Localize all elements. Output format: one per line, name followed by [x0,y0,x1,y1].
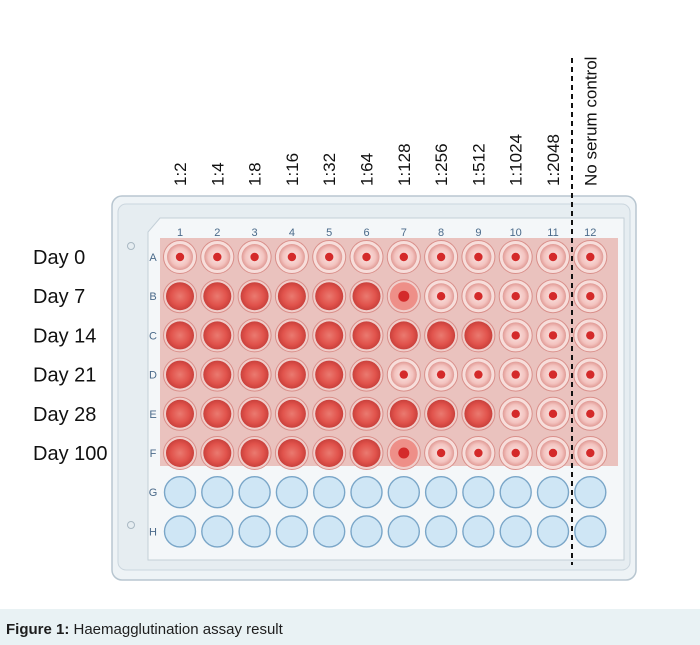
empty-well [351,516,382,547]
empty-well [426,516,457,547]
empty-well [500,477,531,508]
button-dot [362,253,370,261]
lattice-fill [166,282,194,310]
well-H6 [351,516,382,547]
dilution-label: 1:1024 [506,134,526,186]
lattice-fill [315,282,343,310]
well-F4 [275,437,308,470]
button-dot [549,370,557,378]
well-F8 [425,437,458,470]
caption-label: Figure 1: [6,621,70,638]
well-E1 [164,397,197,430]
well-D8 [425,358,458,391]
lattice-fill [278,282,306,310]
button-dot [474,292,482,300]
empty-well [314,477,345,508]
column-number: 12 [584,227,597,239]
caption-text: Haemagglutination assay result [69,621,283,638]
well-C5 [313,319,346,352]
well-F11 [537,437,570,470]
empty-well [239,477,270,508]
row-letter: C [149,330,157,343]
button-dot [213,253,221,261]
well-F5 [313,437,346,470]
well-F1 [164,437,197,470]
well-A2 [201,241,234,274]
row-letter: H [149,526,157,539]
well-B7 [387,280,420,313]
empty-well [276,516,307,547]
empty-well [575,477,606,508]
dilution-label: 1:2 [171,162,190,186]
well-C4 [275,319,308,352]
well-B9 [462,280,495,313]
well-H8 [426,516,457,547]
button-dot [437,253,445,261]
button-dot [474,253,482,261]
well-G11 [538,477,569,508]
column-number: 6 [363,227,370,239]
well-G6 [351,477,382,508]
lattice-fill [166,439,194,467]
well-C9 [462,319,495,352]
partial-dot [398,448,409,459]
empty-well [426,477,457,508]
well-B12 [574,280,607,313]
well-A4 [275,241,308,274]
button-dot [549,410,557,418]
well-E5 [313,397,346,430]
button-dot [512,331,520,339]
row-letter: D [149,369,157,382]
dilution-label: 1:16 [282,152,302,186]
row-letter: G [148,487,158,500]
well-H9 [463,516,494,547]
well-H10 [500,516,531,547]
button-dot [586,449,594,457]
well-F2 [201,437,234,470]
lattice-fill [203,361,231,389]
button-dot [474,449,482,457]
empty-well [165,516,196,547]
button-dot [474,370,482,378]
lattice-fill [241,400,269,428]
well-E6 [350,397,383,430]
button-dot [400,370,408,378]
lattice-fill [241,321,269,349]
empty-well [276,477,307,508]
well-F12 [574,437,607,470]
dilution-label: 1:128 [394,143,414,186]
lattice-fill [353,321,381,349]
well-B6 [350,280,383,313]
lattice-fill [278,361,306,389]
empty-well [463,516,494,547]
row-letter: E [149,408,157,421]
lattice-fill [315,400,343,428]
well-G8 [426,477,457,508]
dilution-label: 1:8 [245,162,265,186]
well-A11 [537,241,570,274]
well-A6 [350,241,383,274]
well-E2 [201,397,234,430]
well-D2 [201,358,234,391]
well-E11 [537,397,570,430]
button-dot [586,253,594,261]
well-B5 [313,280,346,313]
row-day-label: Day 21 [33,364,97,387]
lattice-fill [166,361,194,389]
caption-bar [0,609,700,645]
well-D3 [238,358,271,391]
button-dot [512,410,520,418]
lattice-fill [315,439,343,467]
row-letter: B [149,291,157,304]
well-H2 [202,516,233,547]
well-A3 [238,241,271,274]
row-day-label: Day 7 [33,286,86,309]
button-dot [586,331,594,339]
empty-well [388,516,419,547]
column-number: 3 [251,227,258,239]
row-day-label: Day 28 [33,403,97,426]
empty-well [165,477,196,508]
well-H7 [388,516,419,547]
well-D9 [462,358,495,391]
well-D11 [537,358,570,391]
well-H3 [239,516,270,547]
well-B10 [499,280,532,313]
well-E7 [387,397,420,430]
well-D12 [574,358,607,391]
lattice-fill [315,321,343,349]
dilution-label: 1:256 [432,143,452,186]
empty-well [388,477,419,508]
button-dot [512,449,520,457]
lattice-fill [278,400,306,428]
row-letter: F [149,448,157,460]
well-C1 [164,319,197,352]
column-number: 2 [214,227,221,239]
button-dot [512,292,520,300]
lattice-fill [353,361,381,389]
dilution-label: 1:64 [357,152,377,186]
well-C11 [537,319,570,352]
button-dot [400,253,408,261]
well-G7 [388,477,419,508]
well-H1 [165,516,196,547]
well-F10 [499,437,532,470]
lattice-fill [353,282,381,310]
partial-dot [398,291,409,302]
well-H12 [575,516,606,547]
button-dot [437,292,445,300]
column-number: 5 [326,227,333,239]
button-dot [288,253,296,261]
well-B1 [164,280,197,313]
well-B11 [537,280,570,313]
well-H5 [314,516,345,547]
well-G4 [276,477,307,508]
figure-caption [6,621,283,638]
well-B2 [201,280,234,313]
well-H11 [538,516,569,547]
well-G1 [165,477,196,508]
button-dot [176,253,184,261]
button-dot [586,370,594,378]
row-letter: A [149,252,157,264]
lattice-fill [203,282,231,310]
empty-well [202,477,233,508]
lattice-fill [241,361,269,389]
column-number: 4 [288,227,295,239]
well-E8 [425,397,458,430]
well-G9 [463,477,494,508]
well-D4 [275,358,308,391]
lattice-fill [315,361,343,389]
well-D10 [499,358,532,391]
well-G5 [314,477,345,508]
well-A10 [499,241,532,274]
well-A5 [313,241,346,274]
button-dot [325,253,333,261]
well-A8 [425,241,458,274]
lattice-fill [166,321,194,349]
well-D7 [387,358,420,391]
well-A12 [574,241,607,274]
button-dot [512,370,520,378]
column-number: 8 [438,227,445,239]
button-dot [586,292,594,300]
button-dot [437,449,445,457]
well-A9 [462,241,495,274]
button-dot [549,449,557,457]
lattice-fill [353,400,381,428]
well-E12 [574,397,607,430]
well-A1 [164,241,197,274]
empty-well [314,516,345,547]
column-number: 10 [509,227,522,239]
lattice-fill [278,439,306,467]
empty-well [463,477,494,508]
well-C8 [425,319,458,352]
button-dot [549,331,557,339]
well-C3 [238,319,271,352]
well-E9 [462,397,495,430]
well-D1 [164,358,197,391]
lattice-fill [203,400,231,428]
button-dot [512,253,520,261]
well-F9 [462,437,495,470]
lattice-fill [241,439,269,467]
well-C6 [350,319,383,352]
lattice-fill [166,400,194,428]
empty-well [351,477,382,508]
button-dot [250,253,258,261]
well-E3 [238,397,271,430]
row-day-label: Day 14 [33,325,97,348]
button-dot [549,253,557,261]
well-G3 [239,477,270,508]
lattice-fill [203,439,231,467]
lattice-fill [390,321,418,349]
well-C10 [499,319,532,352]
dilution-label: No serum control [581,56,601,186]
well-B4 [275,280,308,313]
row-day-label: Day 0 [33,247,86,269]
lattice-fill [278,321,306,349]
well-E10 [499,397,532,430]
well-C7 [387,319,420,352]
well-B3 [238,280,271,313]
dilution-label: 1:2048 [544,134,563,186]
well-E4 [275,397,308,430]
dilution-label: 1:4 [208,162,228,186]
row-day-label: Day 100 [33,443,108,465]
empty-well [575,516,606,547]
empty-well [538,516,569,547]
well-D5 [313,358,346,391]
button-dot [437,370,445,378]
well-D6 [350,358,383,391]
column-number: 7 [400,227,407,239]
well-C2 [201,319,234,352]
dilution-label: 1:512 [469,143,489,186]
well-G2 [202,477,233,508]
lattice-fill [353,439,381,467]
lattice-fill [203,321,231,349]
lattice-fill [427,321,455,349]
lattice-fill [390,400,418,428]
button-dot [549,292,557,300]
lattice-fill [464,321,492,349]
lattice-fill [427,400,455,428]
column-number: 9 [475,227,482,239]
well-F3 [238,437,271,470]
well-G12 [575,477,606,508]
empty-well [538,477,569,508]
dilution-label: 1:32 [320,152,340,186]
column-number: 11 [547,227,559,239]
column-number: 1 [176,227,184,239]
well-F6 [350,437,383,470]
well-H4 [276,516,307,547]
lattice-fill [464,400,492,428]
empty-well [500,516,531,547]
well-B8 [425,280,458,313]
button-dot [586,410,594,418]
well-A7 [387,241,420,274]
empty-well [239,516,270,547]
empty-well [202,516,233,547]
well-G10 [500,477,531,508]
lattice-fill [241,282,269,310]
well-F7 [387,437,420,470]
well-C12 [574,319,607,352]
